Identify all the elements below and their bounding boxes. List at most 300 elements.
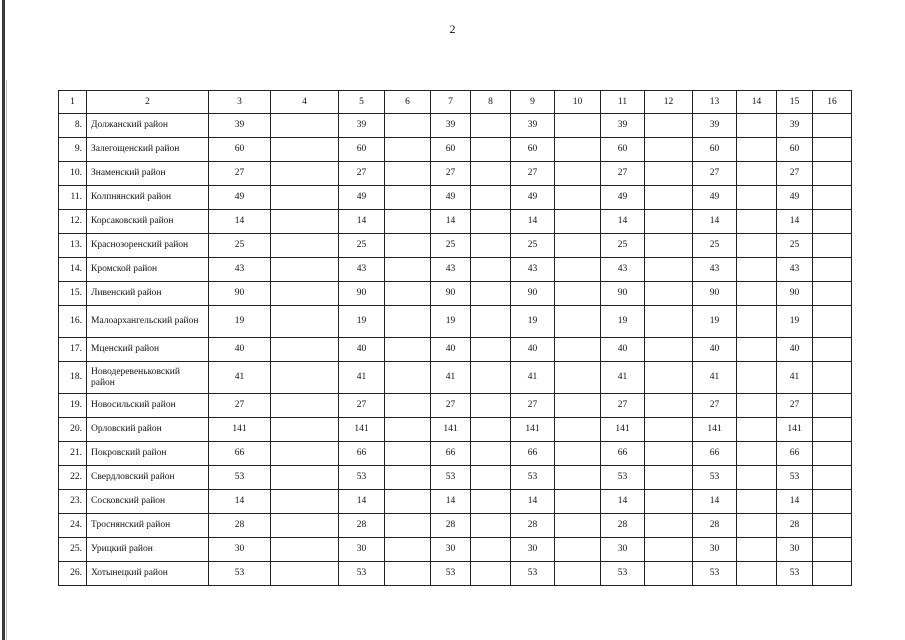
- cell-col-6: [385, 538, 431, 562]
- cell-col-14: [737, 186, 777, 210]
- row-number: 10.: [59, 162, 87, 186]
- cell-col-8: [471, 138, 511, 162]
- cell-col-14: [737, 418, 777, 442]
- cell-col-10: [555, 338, 601, 362]
- cell-col-4: [271, 442, 339, 466]
- cell-col-16: [813, 338, 852, 362]
- cell-col-6: [385, 418, 431, 442]
- cell-col-6: [385, 162, 431, 186]
- table-row: [59, 306, 852, 338]
- cell-col-4: [271, 338, 339, 362]
- table-row: [59, 538, 852, 562]
- cell-col-7: 40: [431, 338, 471, 362]
- cell-col-4: [271, 234, 339, 258]
- district-name: Должанский район: [87, 114, 209, 138]
- row-number: 13.: [59, 234, 87, 258]
- cell-col-5: 14: [339, 210, 385, 234]
- cell-col-6: [385, 362, 431, 394]
- cell-col-3: 27: [209, 394, 271, 418]
- table-header-row: [59, 91, 852, 114]
- cell-col-7: 53: [431, 562, 471, 586]
- cell-col-15: 27: [777, 394, 813, 418]
- district-table: [58, 90, 852, 586]
- column-header-10: 10: [555, 91, 601, 114]
- cell-col-12: [645, 442, 693, 466]
- cell-col-11: 90: [601, 282, 645, 306]
- district-name: Ливенский район: [87, 282, 209, 306]
- table-row: [59, 362, 852, 394]
- cell-col-8: [471, 514, 511, 538]
- cell-col-5: 66: [339, 442, 385, 466]
- table-row: [59, 442, 852, 466]
- cell-col-4: [271, 306, 339, 338]
- cell-col-16: [813, 490, 852, 514]
- cell-col-13: 41: [693, 362, 737, 394]
- cell-col-5: 39: [339, 114, 385, 138]
- cell-col-3: 41: [209, 362, 271, 394]
- cell-col-14: [737, 138, 777, 162]
- cell-col-16: [813, 114, 852, 138]
- cell-col-16: [813, 538, 852, 562]
- table-row: [59, 138, 852, 162]
- table-row: [59, 282, 852, 306]
- cell-col-15: 53: [777, 466, 813, 490]
- cell-col-4: [271, 362, 339, 394]
- cell-col-14: [737, 442, 777, 466]
- cell-col-13: 28: [693, 514, 737, 538]
- cell-col-14: [737, 490, 777, 514]
- row-number: 15.: [59, 282, 87, 306]
- cell-col-8: [471, 442, 511, 466]
- district-name: Корсаковский район: [87, 210, 209, 234]
- cell-col-8: [471, 338, 511, 362]
- cell-col-12: [645, 138, 693, 162]
- column-header-3: 3: [209, 91, 271, 114]
- column-header-15: 15: [777, 91, 813, 114]
- cell-col-5: 27: [339, 394, 385, 418]
- table-row: [59, 394, 852, 418]
- row-number: 11.: [59, 186, 87, 210]
- cell-col-11: 43: [601, 258, 645, 282]
- district-name: Покровский район: [87, 442, 209, 466]
- cell-col-15: 28: [777, 514, 813, 538]
- cell-col-12: [645, 514, 693, 538]
- cell-col-6: [385, 442, 431, 466]
- cell-col-4: [271, 282, 339, 306]
- cell-col-7: 41: [431, 362, 471, 394]
- table-row: [59, 234, 852, 258]
- row-number: 14.: [59, 258, 87, 282]
- cell-col-10: [555, 258, 601, 282]
- cell-col-12: [645, 114, 693, 138]
- cell-col-7: 53: [431, 466, 471, 490]
- cell-col-15: 14: [777, 490, 813, 514]
- cell-col-14: [737, 466, 777, 490]
- column-header-1: 1: [59, 91, 87, 114]
- cell-col-12: [645, 234, 693, 258]
- cell-col-16: [813, 306, 852, 338]
- cell-col-9: 40: [511, 338, 555, 362]
- cell-col-11: 28: [601, 514, 645, 538]
- cell-col-11: 49: [601, 186, 645, 210]
- cell-col-10: [555, 362, 601, 394]
- cell-col-9: 53: [511, 562, 555, 586]
- cell-col-16: [813, 162, 852, 186]
- cell-col-16: [813, 258, 852, 282]
- cell-col-15: 41: [777, 362, 813, 394]
- cell-col-14: [737, 210, 777, 234]
- cell-col-11: 14: [601, 210, 645, 234]
- cell-col-10: [555, 466, 601, 490]
- district-name: Новодеревеньковский район: [87, 362, 209, 394]
- cell-col-5: 14: [339, 490, 385, 514]
- cell-col-6: [385, 306, 431, 338]
- column-header-16: 16: [813, 91, 852, 114]
- cell-col-5: 90: [339, 282, 385, 306]
- scan-edge-line-thin: [6, 80, 7, 640]
- cell-col-8: [471, 538, 511, 562]
- cell-col-7: 25: [431, 234, 471, 258]
- cell-col-12: [645, 282, 693, 306]
- table-row: [59, 338, 852, 362]
- cell-col-16: [813, 466, 852, 490]
- cell-col-9: 25: [511, 234, 555, 258]
- cell-col-7: 19: [431, 306, 471, 338]
- cell-col-5: 25: [339, 234, 385, 258]
- cell-col-14: [737, 114, 777, 138]
- cell-col-5: 53: [339, 562, 385, 586]
- cell-col-8: [471, 186, 511, 210]
- cell-col-10: [555, 210, 601, 234]
- column-header-12: 12: [645, 91, 693, 114]
- scan-edge-line: [2, 0, 5, 640]
- cell-col-4: [271, 562, 339, 586]
- cell-col-11: 25: [601, 234, 645, 258]
- cell-col-3: 53: [209, 466, 271, 490]
- cell-col-12: [645, 466, 693, 490]
- cell-col-11: 30: [601, 538, 645, 562]
- cell-col-10: [555, 418, 601, 442]
- cell-col-11: 66: [601, 442, 645, 466]
- cell-col-5: 49: [339, 186, 385, 210]
- cell-col-7: 14: [431, 210, 471, 234]
- cell-col-16: [813, 282, 852, 306]
- cell-col-11: 53: [601, 466, 645, 490]
- column-header-5: 5: [339, 91, 385, 114]
- cell-col-8: [471, 114, 511, 138]
- table-row: [59, 258, 852, 282]
- cell-col-13: 60: [693, 138, 737, 162]
- cell-col-16: [813, 514, 852, 538]
- row-number: 8.: [59, 114, 87, 138]
- district-name: Мценский район: [87, 338, 209, 362]
- cell-col-10: [555, 490, 601, 514]
- column-header-8: 8: [471, 91, 511, 114]
- district-name: Хотынецкий район: [87, 562, 209, 586]
- cell-col-8: [471, 258, 511, 282]
- table-row: [59, 210, 852, 234]
- cell-col-12: [645, 162, 693, 186]
- cell-col-12: [645, 306, 693, 338]
- cell-col-13: 19: [693, 306, 737, 338]
- cell-col-5: 53: [339, 466, 385, 490]
- cell-col-6: [385, 466, 431, 490]
- cell-col-13: 14: [693, 210, 737, 234]
- cell-col-8: [471, 490, 511, 514]
- cell-col-11: 141: [601, 418, 645, 442]
- district-name: Урицкий район: [87, 538, 209, 562]
- district-name: Троснянский район: [87, 514, 209, 538]
- row-number: 24.: [59, 514, 87, 538]
- column-header-11: 11: [601, 91, 645, 114]
- cell-col-7: 90: [431, 282, 471, 306]
- cell-col-7: 28: [431, 514, 471, 538]
- cell-col-3: 90: [209, 282, 271, 306]
- row-number: 21.: [59, 442, 87, 466]
- cell-col-3: 14: [209, 210, 271, 234]
- cell-col-9: 28: [511, 514, 555, 538]
- cell-col-14: [737, 258, 777, 282]
- cell-col-15: 49: [777, 186, 813, 210]
- cell-col-4: [271, 114, 339, 138]
- cell-col-13: 14: [693, 490, 737, 514]
- cell-col-7: 49: [431, 186, 471, 210]
- cell-col-13: 53: [693, 562, 737, 586]
- row-number: 9.: [59, 138, 87, 162]
- cell-col-9: 43: [511, 258, 555, 282]
- cell-col-3: 27: [209, 162, 271, 186]
- cell-col-6: [385, 338, 431, 362]
- cell-col-10: [555, 562, 601, 586]
- cell-col-7: 39: [431, 114, 471, 138]
- cell-col-6: [385, 490, 431, 514]
- table-row: [59, 466, 852, 490]
- cell-col-3: 28: [209, 514, 271, 538]
- cell-col-8: [471, 418, 511, 442]
- cell-col-13: 90: [693, 282, 737, 306]
- cell-col-10: [555, 306, 601, 338]
- cell-col-3: 53: [209, 562, 271, 586]
- cell-col-15: 90: [777, 282, 813, 306]
- cell-col-6: [385, 282, 431, 306]
- cell-col-11: 41: [601, 362, 645, 394]
- cell-col-9: 49: [511, 186, 555, 210]
- cell-col-12: [645, 258, 693, 282]
- cell-col-10: [555, 138, 601, 162]
- cell-col-15: 39: [777, 114, 813, 138]
- cell-col-14: [737, 234, 777, 258]
- cell-col-3: 30: [209, 538, 271, 562]
- cell-col-16: [813, 562, 852, 586]
- cell-col-9: 14: [511, 210, 555, 234]
- cell-col-14: [737, 338, 777, 362]
- cell-col-9: 30: [511, 538, 555, 562]
- cell-col-12: [645, 490, 693, 514]
- cell-col-13: 66: [693, 442, 737, 466]
- cell-col-10: [555, 186, 601, 210]
- cell-col-7: 60: [431, 138, 471, 162]
- cell-col-8: [471, 162, 511, 186]
- cell-col-15: 25: [777, 234, 813, 258]
- column-header-4: 4: [271, 91, 339, 114]
- cell-col-15: 27: [777, 162, 813, 186]
- cell-col-4: [271, 466, 339, 490]
- cell-col-9: 66: [511, 442, 555, 466]
- cell-col-8: [471, 562, 511, 586]
- column-header-13: 13: [693, 91, 737, 114]
- cell-col-9: 14: [511, 490, 555, 514]
- cell-col-3: 19: [209, 306, 271, 338]
- cell-col-3: 40: [209, 338, 271, 362]
- cell-col-14: [737, 162, 777, 186]
- cell-col-9: 27: [511, 162, 555, 186]
- cell-col-10: [555, 514, 601, 538]
- cell-col-4: [271, 538, 339, 562]
- cell-col-12: [645, 338, 693, 362]
- cell-col-7: 43: [431, 258, 471, 282]
- table-row: [59, 114, 852, 138]
- cell-col-12: [645, 210, 693, 234]
- cell-col-16: [813, 138, 852, 162]
- cell-col-6: [385, 562, 431, 586]
- district-name: Залегощенский район: [87, 138, 209, 162]
- cell-col-10: [555, 442, 601, 466]
- row-number: 16.: [59, 306, 87, 338]
- cell-col-16: [813, 186, 852, 210]
- row-number: 23.: [59, 490, 87, 514]
- cell-col-5: 30: [339, 538, 385, 562]
- cell-col-3: 49: [209, 186, 271, 210]
- cell-col-4: [271, 186, 339, 210]
- district-name: Краснозоренский район: [87, 234, 209, 258]
- cell-col-10: [555, 394, 601, 418]
- cell-col-6: [385, 186, 431, 210]
- cell-col-9: 27: [511, 394, 555, 418]
- cell-col-9: 39: [511, 114, 555, 138]
- cell-col-14: [737, 282, 777, 306]
- cell-col-3: 66: [209, 442, 271, 466]
- cell-col-9: 60: [511, 138, 555, 162]
- cell-col-3: 39: [209, 114, 271, 138]
- table-row: [59, 162, 852, 186]
- cell-col-4: [271, 394, 339, 418]
- cell-col-4: [271, 514, 339, 538]
- table-row: [59, 562, 852, 586]
- district-name: Сосковский район: [87, 490, 209, 514]
- district-name: Малоархангельский район: [87, 306, 209, 338]
- cell-col-13: 25: [693, 234, 737, 258]
- cell-col-5: 60: [339, 138, 385, 162]
- cell-col-11: 39: [601, 114, 645, 138]
- district-name: Колпнянский район: [87, 186, 209, 210]
- column-header-6: 6: [385, 91, 431, 114]
- cell-col-7: 27: [431, 162, 471, 186]
- cell-col-15: 40: [777, 338, 813, 362]
- cell-col-16: [813, 234, 852, 258]
- cell-col-7: 27: [431, 394, 471, 418]
- cell-col-11: 27: [601, 394, 645, 418]
- cell-col-15: 53: [777, 562, 813, 586]
- cell-col-11: 19: [601, 306, 645, 338]
- cell-col-8: [471, 306, 511, 338]
- cell-col-15: 30: [777, 538, 813, 562]
- cell-col-13: 39: [693, 114, 737, 138]
- table-body: [59, 114, 852, 586]
- row-number: 17.: [59, 338, 87, 362]
- cell-col-4: [271, 418, 339, 442]
- cell-col-14: [737, 514, 777, 538]
- cell-col-12: [645, 394, 693, 418]
- district-name: Новосильский район: [87, 394, 209, 418]
- cell-col-12: [645, 362, 693, 394]
- cell-col-5: 43: [339, 258, 385, 282]
- cell-col-3: 43: [209, 258, 271, 282]
- cell-col-4: [271, 138, 339, 162]
- cell-col-14: [737, 538, 777, 562]
- district-name: Знаменский район: [87, 162, 209, 186]
- cell-col-6: [385, 234, 431, 258]
- column-header-14: 14: [737, 91, 777, 114]
- table-row: [59, 514, 852, 538]
- cell-col-16: [813, 362, 852, 394]
- row-number: 25.: [59, 538, 87, 562]
- cell-col-5: 28: [339, 514, 385, 538]
- cell-col-13: 43: [693, 258, 737, 282]
- cell-col-14: [737, 362, 777, 394]
- column-header-2: 2: [87, 91, 209, 114]
- row-number: 26.: [59, 562, 87, 586]
- cell-col-3: 141: [209, 418, 271, 442]
- cell-col-11: 60: [601, 138, 645, 162]
- cell-col-9: 53: [511, 466, 555, 490]
- cell-col-9: 90: [511, 282, 555, 306]
- cell-col-10: [555, 538, 601, 562]
- cell-col-12: [645, 562, 693, 586]
- cell-col-8: [471, 466, 511, 490]
- cell-col-12: [645, 418, 693, 442]
- cell-col-10: [555, 282, 601, 306]
- cell-col-13: 30: [693, 538, 737, 562]
- cell-col-13: 40: [693, 338, 737, 362]
- column-header-7: 7: [431, 91, 471, 114]
- cell-col-6: [385, 258, 431, 282]
- cell-col-11: 14: [601, 490, 645, 514]
- cell-col-16: [813, 210, 852, 234]
- row-number: 19.: [59, 394, 87, 418]
- cell-col-14: [737, 394, 777, 418]
- cell-col-10: [555, 114, 601, 138]
- cell-col-7: 66: [431, 442, 471, 466]
- cell-col-10: [555, 234, 601, 258]
- cell-col-6: [385, 210, 431, 234]
- cell-col-13: 27: [693, 162, 737, 186]
- cell-col-15: 141: [777, 418, 813, 442]
- row-number: 22.: [59, 466, 87, 490]
- cell-col-6: [385, 514, 431, 538]
- cell-col-12: [645, 538, 693, 562]
- cell-col-9: 141: [511, 418, 555, 442]
- cell-col-7: 14: [431, 490, 471, 514]
- cell-col-5: 19: [339, 306, 385, 338]
- cell-col-9: 41: [511, 362, 555, 394]
- cell-col-7: 30: [431, 538, 471, 562]
- cell-col-8: [471, 362, 511, 394]
- page-number: 2: [449, 22, 456, 36]
- cell-col-15: 60: [777, 138, 813, 162]
- cell-col-4: [271, 258, 339, 282]
- cell-col-16: [813, 442, 852, 466]
- cell-col-8: [471, 282, 511, 306]
